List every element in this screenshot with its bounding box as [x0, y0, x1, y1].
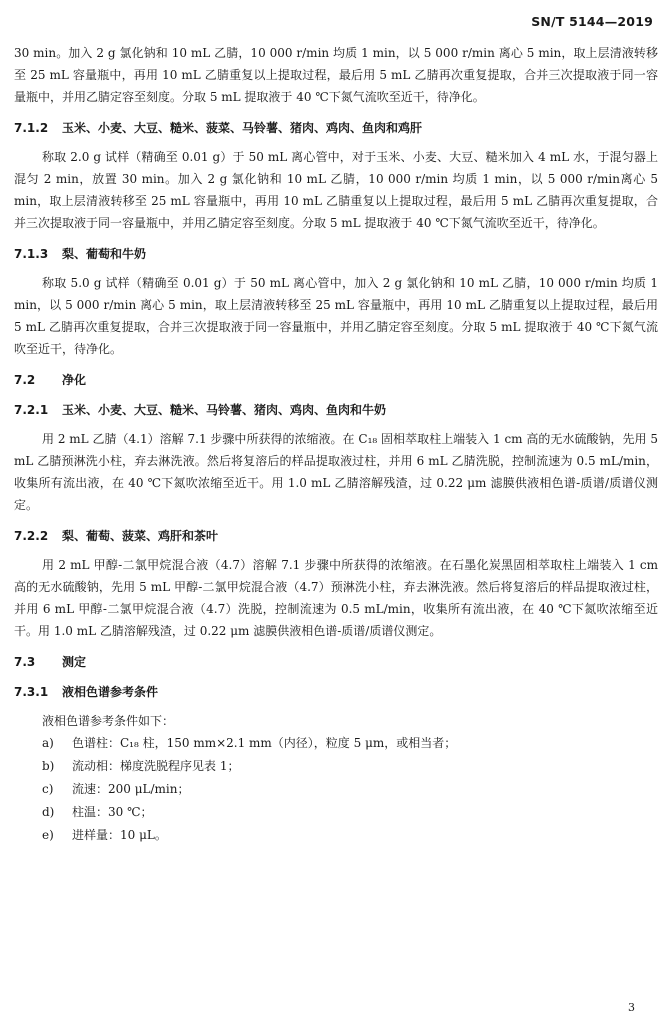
paragraph-7-2-2: 用 2 mL 甲醇-二氯甲烷混合液（4.7）溶解 7.1 步骤中所获得的浓缩液。在石墨化炭黑固相萃取柱上端装入 1 cm 高的无水硫酸钠，先用 5 mL 甲醇-二氯甲烷混合液（4.7）预淋洗小柱，弃去淋洗液。然后将复溶后的样品提取液过柱，并用 6 mL 甲醇-二氯甲烷混合液（4.7）洗脱，控制流速为 0.5 mL/min，收集所有流出液，在 40 ℃下氮吹浓缩至近干。用 1.0 mL 乙腈溶解残渣，过 0.22 μm 滤膜供液相色谱-质谱/质谱仪测定。	[14, 558, 658, 638]
list-item	[42, 801, 658, 824]
list-item	[42, 755, 658, 778]
section-title: 测定	[62, 655, 87, 669]
section-title: 玉米、小麦、大豆、糙米、菠菜、马铃薯、猪肉、鸡肉、鱼肉和鸡肝	[62, 121, 423, 135]
section-heading-7-2-2	[14, 526, 658, 546]
section-heading-7-1-2	[14, 118, 658, 138]
section-title: 梨、葡萄和牛奶	[62, 247, 147, 261]
paragraph-7-1-1-continued: 30 min。加入 2 g 氯化钠和 10 mL 乙腈，10 000 r/min 均质 1 min，以 5 000 r/min 离心 5 min，取上层清液转移至 25 mL 容量瓶中，再用 10 mL 乙腈重复以上提取过程，最后用 5 mL 乙腈再次重复提取，合并三次提取液于同一容量瓶中，并用乙腈定容至刻度。分取 5 mL 提取液于 40 ℃下氮气流吹至近干，待净化。	[14, 46, 658, 104]
section-heading-7-1-3	[14, 244, 658, 264]
conditions-list	[42, 732, 658, 847]
section-title: 梨、葡萄、菠菜、鸡肝和茶叶	[62, 529, 219, 543]
list-item-text: 柱温：30 ℃；	[72, 805, 153, 819]
paragraph-7-1-2: 称取 2.0 g 试样（精确至 0.01 g）于 50 mL 离心管中，对于玉米、小麦、大豆、糙米加入 4 mL 水，于混匀器上混匀 2 min，放置 30 min。加入 2 g 氯化钠和 10 mL 乙腈，10 000 r/min 均质 1 min，以 5 000 r/min离心 5 min，取上层清液转移至 25 mL 容量瓶中，再用 10 mL 乙腈重复以上提取过程，最后用 5 mL 乙腈再次重复提取，合并三次提取液于同一容量瓶中，并用乙腈定容至刻度。分取 5 mL 提取液于 40 ℃下氮气流吹至近干，待净化。	[14, 150, 658, 230]
list-item	[42, 778, 658, 801]
section-heading-7-2	[14, 370, 658, 390]
section-number: 7.1.2	[14, 121, 49, 135]
section-number: 7.2	[14, 373, 36, 387]
list-marker: e)	[42, 828, 54, 842]
section-title: 液相色谱参考条件	[62, 685, 159, 699]
conditions-intro: 液相色谱参考条件如下：	[42, 714, 175, 728]
section-heading-7-3	[14, 652, 658, 672]
section-number: 7.2.2	[14, 529, 49, 543]
page-number: 3	[628, 1001, 635, 1014]
list-item-text: 色谱柱：C₁₈ 柱，150 mm×2.1 mm（内径），粒度 5 μm，或相当者；	[72, 736, 457, 750]
list-item	[42, 824, 658, 847]
section-number: 7.2.1	[14, 403, 49, 417]
list-marker: a)	[42, 736, 54, 750]
paragraph-7-2-1: 用 2 mL 乙腈（4.1）溶解 7.1 步骤中所获得的浓缩液。在 C₁₈ 固相萃取柱上端装入 1 cm 高的无水硫酸钠，先用 5 mL 乙腈预淋洗小柱，弃去淋洗液。然后将复溶后的样品提取液过柱，并用 6 mL 乙腈洗脱，控制流速为 0.5 mL/min，收集所有流出液，在 40 ℃下氮吹浓缩至近干。用 1.0 mL 乙腈溶解残渣，过 0.22 μm 滤膜供液相色谱-质谱/质谱仪测定。	[14, 432, 658, 512]
section-number: 7.1.3	[14, 247, 49, 261]
document-id: SN/T 5144—2019	[531, 14, 653, 29]
section-heading-7-2-1	[14, 400, 658, 420]
list-marker: c)	[42, 782, 54, 796]
section-title: 玉米、小麦、大豆、糙米、马铃薯、猪肉、鸡肉、鱼肉和牛奶	[62, 403, 387, 417]
section-number: 7.3	[14, 655, 36, 669]
list-item	[42, 732, 658, 755]
list-item-text: 流速：200 μL/min；	[72, 782, 190, 796]
section-heading-7-3-1	[14, 682, 658, 702]
list-marker: d)	[42, 805, 55, 819]
section-number: 7.3.1	[14, 685, 49, 699]
list-marker: b)	[42, 759, 55, 773]
section-title: 净化	[62, 373, 87, 387]
list-item-text: 进样量：10 μL。	[72, 828, 167, 842]
list-item-text: 流动相：梯度洗脱程序见表 1；	[72, 759, 240, 773]
document-body	[14, 42, 658, 847]
paragraph-7-1-3: 称取 5.0 g 试样（精确至 0.01 g）于 50 mL 离心管中，加入 2 g 氯化钠和 10 mL 乙腈，10 000 r/min 均质 1 min，以 5 000 r/min 离心 5 min，取上层清液转移至 25 mL 容量瓶中，再用 10 mL 乙腈重复以上提取过程，最后用 5 mL 乙腈再次重复提取，合并三次提取液于同一容量瓶中，并用乙腈定容至刻度。分取 5 mL 提取液于 40 ℃下氮气流吹至近干，待净化。	[14, 276, 658, 356]
